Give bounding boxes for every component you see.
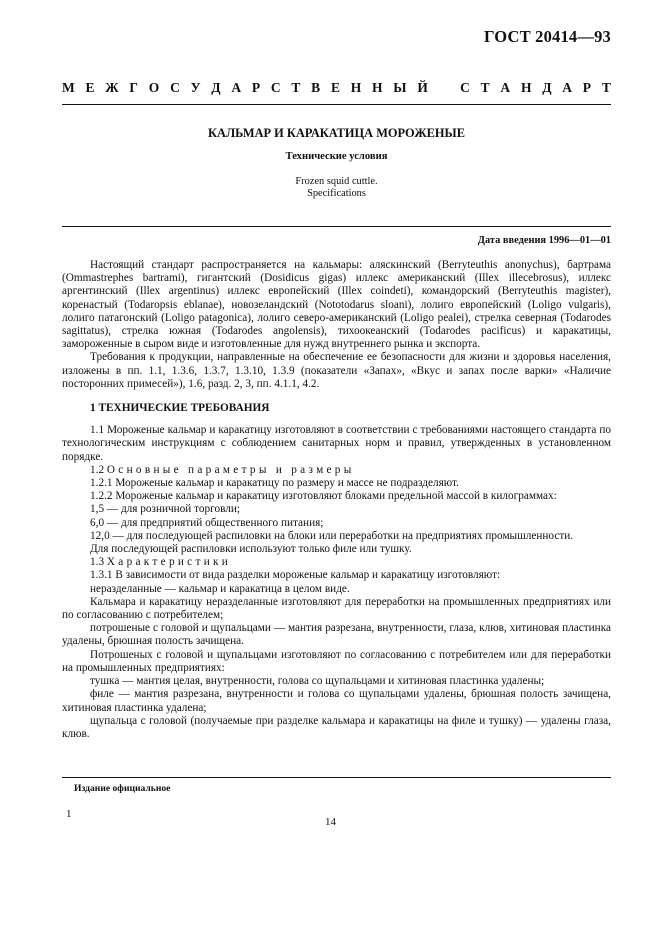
heading-letter: Г — [129, 80, 139, 95]
footer-number: 1 — [66, 808, 72, 820]
footer-rule — [62, 777, 611, 778]
heading-letter: М — [62, 80, 75, 95]
clause-1-3-1: 1.3.1 В зависимости от вида разделки мороженые кальмар и каракатицу изготовляют: — [90, 569, 501, 582]
clause-1-3 — [62, 556, 611, 569]
paragraph: Для последующей распиловки используют только филе или тушку. — [90, 543, 412, 556]
clause-title: Характеристики — [106, 556, 232, 569]
gost-number: ГОСТ 20414—93 — [483, 27, 611, 46]
heading-letter: С — [270, 80, 281, 95]
heading-letter: О — [148, 80, 160, 95]
english-title: Frozen squid cuttle. — [295, 176, 378, 187]
section-heading: 1 ТЕХНИЧЕСКИЕ ТРЕБОВАНИЯ — [90, 402, 270, 415]
heading-letter: Т — [601, 80, 611, 95]
heading-letter: А — [500, 80, 511, 95]
clause-1-2 — [62, 464, 611, 477]
heading-letter: Д — [542, 80, 552, 95]
heading-letter: С — [170, 80, 180, 95]
english-title-block — [62, 176, 611, 199]
list-item: потрошеные с головой и щупальцами — мантия разрезана, внутренности, глаза, клюв, хитиновая пластинка удалены, брюшная полость зачищена. — [62, 622, 611, 648]
heading-letter: Й — [417, 80, 428, 95]
english-subtitle: Specifications — [307, 187, 366, 199]
heading-letter: Д — [211, 80, 221, 95]
heading-letter: В — [311, 80, 321, 95]
clause-1-1: 1.1 Мороженые кальмар и каракатицу изготовляют в соответствии с требованиями настоящего стандарта по технологическим инструкциям с соблюдением санитарных норм и правил, утвержденных в установленном порядке. — [62, 424, 611, 463]
document-subtitle: Технические условия — [285, 151, 388, 162]
date-rule — [62, 226, 611, 227]
heading-letter: Ы — [393, 80, 407, 95]
heading-letter: Р — [582, 80, 592, 95]
heading-letter: У — [190, 80, 201, 95]
interstate-standard-heading — [62, 80, 611, 96]
list-item: филе — мантия разрезана, внутренности и голова со щупальцами удалены, брюшная полость зачищена, хитиновая пластинка удалена; — [62, 688, 611, 714]
heading-letter: Н — [372, 80, 383, 95]
document-body — [62, 259, 611, 741]
heading-letter: Е — [330, 80, 340, 95]
paragraph: Потрошеных с головой и щупальцами изготовляют по согласованию с потребителем или для переработки на промышленных предприятиях: — [62, 648, 611, 674]
intro-paragraph: Настоящий стандарт распространяется на кальмары: аляскинский (Berryteuthis anonychus), бартрама (Ommastrephes bartrami), гигантский (Dosidicus gigas) иллекс американский (Illex illecebrosus), иллекс аргентинский (Illex argentinus) иллекс европейский (Illex coindeti), командорский (Berryteuthis magister), коренастый (Todaropsis eblanae), новозеландский (Nototodarus sloani), лолиго европейский (Loligo vulgaris), лолиго патагонский (Loligo patagonica), лолиго северо-американский (Loligo pealei), стрелка северная (Todarodes sagittatus), стрелка южная (Todarodes angolensis), тихоокеанский (Todarodes pacificus) и каракатицы, замороженные в сыром виде и изготовленные для нужд внутреннего рынка и экспорта. — [62, 259, 611, 351]
clause-1-2-2: 1.2.2 Мороженые кальмар и каракатицу изготовляют блоками предельной массой в килограммах: — [90, 490, 557, 503]
clause-number: 1.3 — [90, 556, 105, 569]
heading-letter: Р — [251, 80, 261, 95]
list-item: 6,0 — для предприятий общественного питания; — [90, 516, 324, 529]
heading-letter: А — [562, 80, 573, 95]
official-edition-label: Издание официальное — [74, 783, 171, 794]
clause-number: 1.2 — [90, 463, 105, 476]
top-rule — [62, 104, 611, 105]
page-number: 14 — [325, 816, 336, 828]
heading-letter: Е — [85, 80, 95, 95]
heading-letter: Т — [291, 80, 301, 95]
list-item: тушка — мантия целая, внутренности, голова со щупальцами и хитиновая пластинка удалены; — [90, 675, 545, 688]
heading-letter: Н — [520, 80, 532, 95]
heading-letter: Ж — [105, 80, 119, 95]
document-title: КАЛЬМАР И КАРАКАТИЦА МОРОЖЕНЫЕ — [208, 126, 465, 140]
clause-1-2-1: 1.2.1 Мороженые кальмар и каракатицу по размеру и массе не подразделяют. — [90, 477, 459, 490]
intro-paragraph: Требования к продукции, направленные на обеспечение ее безопасности для жизни и здоровья населения, изложены в пп. 1.1, 1.3.6, 1.3.7, 1.3.10, 1.3.9 (показатели «Запах», «Вкус и запах после варки» «Наличие посторонних примесей»), 1.6, разд. 2, 3, пп. 4.1.1, 4.2. — [62, 351, 611, 390]
heading-letter: А — [231, 80, 242, 95]
introduction-date: Дата введения 1996—01—01 — [477, 235, 611, 246]
list-item: 1,5 — для розничной торговли; — [90, 503, 241, 516]
heading-letter: Т — [480, 80, 490, 95]
heading-letter: Н — [350, 80, 362, 95]
clause-title: Основные параметры и размеры — [106, 463, 355, 476]
list-item: щупальца с головой (получаемые при разделке кальмара и каракатицы на филе и тушку) — удалены глаза, клюв. — [62, 714, 611, 740]
list-item: 12,0 — для последующей распиловки на блоки или переработки на предприятиях промышленности. — [90, 529, 574, 542]
list-item: неразделанные — кальмар и каракатица в целом виде. — [90, 582, 350, 595]
paragraph: Кальмара и каракатицу неразделанные изготовляют для переработки на промышленных предприятиях или по согласованию с потребителем; — [62, 595, 611, 622]
heading-letter: С — [460, 80, 470, 95]
